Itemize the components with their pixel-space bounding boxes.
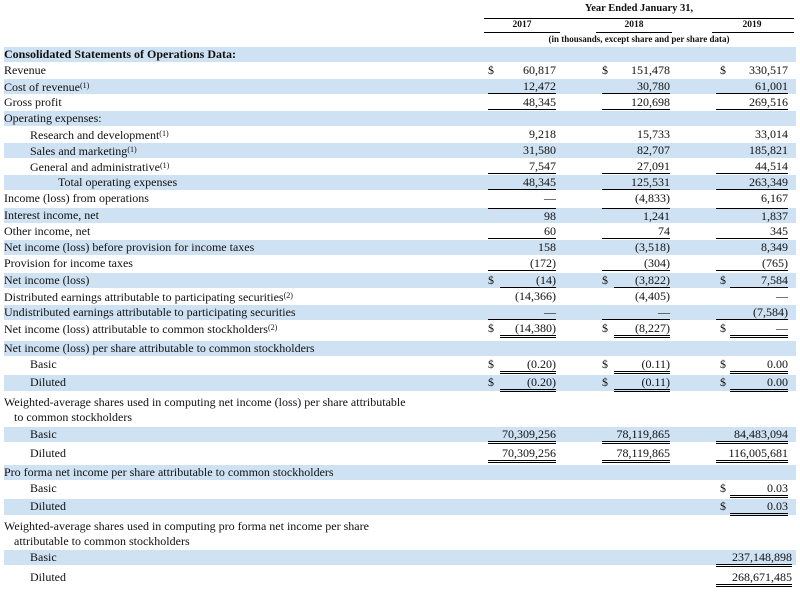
currency-symbol: $ xyxy=(488,273,494,287)
value-2019: 345 xyxy=(716,224,788,239)
table-row xyxy=(4,208,796,223)
value-2017: — xyxy=(544,191,556,205)
year-2017-header: 2017 xyxy=(512,20,532,30)
footnote-marker: (1) xyxy=(159,129,169,138)
table-row xyxy=(4,570,796,585)
table-row xyxy=(4,519,796,549)
year-2019-header: 2019 xyxy=(742,20,762,30)
row-label-continued: attributable to common stockholders xyxy=(14,534,190,548)
currency-symbol: $ xyxy=(602,63,608,77)
value-2018: 78,119,865 xyxy=(602,427,670,444)
value-2019: (7,584) xyxy=(716,305,788,320)
year-2018-header: 2018 xyxy=(624,20,644,30)
table-row xyxy=(4,305,796,320)
value-2019: 0.03 xyxy=(730,499,788,516)
footnote-marker: (2) xyxy=(267,323,278,332)
section-title: Consolidated Statements of Operations Data: xyxy=(4,47,236,61)
currency-symbol: $ xyxy=(488,375,494,389)
footnote-marker: (1) xyxy=(159,161,170,170)
currency-symbol: $ xyxy=(488,321,494,335)
row-label: Net income (loss) attributable to common stockholders$^{(2)}$ xyxy=(4,322,278,336)
table-row xyxy=(4,289,796,304)
value-2019: (765) xyxy=(716,256,788,271)
row-label: Net income (loss) per share attributable to common stockholders xyxy=(4,341,315,355)
value-2017: (14,366) xyxy=(515,289,556,303)
table-row xyxy=(4,321,796,338)
table-row xyxy=(4,256,796,271)
row-label: Research and development$^{(1)}$ xyxy=(30,128,169,142)
value-2018: (0.11) xyxy=(614,375,670,392)
value-2017: 12,472 xyxy=(488,79,556,94)
row-label: Basic xyxy=(30,357,57,371)
row-label: Basic xyxy=(30,427,57,441)
value-2018: (0.11) xyxy=(614,357,670,374)
value-2019: 116,005,681 xyxy=(716,446,788,463)
table-row xyxy=(4,499,796,515)
row-label: Diluted xyxy=(30,375,66,389)
value-2019: 0.00 xyxy=(730,375,788,392)
row-label: Revenue xyxy=(4,63,46,77)
table-row xyxy=(4,465,796,480)
table-row xyxy=(4,427,796,442)
table-row xyxy=(4,79,796,94)
currency-symbol: $ xyxy=(602,321,608,335)
currency-symbol: $ xyxy=(720,321,726,335)
value-2018: (4,405) xyxy=(635,289,670,303)
row-label: Undistributed earnings attributable to participating securities xyxy=(4,305,296,319)
value-2017: 7,547 xyxy=(488,159,556,174)
currency-symbol: $ xyxy=(602,273,608,287)
table-row xyxy=(4,375,796,391)
value-2018: (4,833) xyxy=(635,191,670,205)
value-2018: (3,518) xyxy=(635,240,670,254)
value-2018: 30,780 xyxy=(602,79,670,94)
value-2017: 48,345 xyxy=(488,95,556,110)
row-label: Weighted-average shares used in computing pro forma net income per share xyxy=(4,519,369,533)
value-2019: 61,001 xyxy=(716,79,788,94)
value-2018: (304) xyxy=(602,256,670,271)
row-label: General and administrative$^{(1)}$ xyxy=(30,160,170,174)
section-title-row xyxy=(4,47,796,62)
value-2017: 98 xyxy=(488,208,556,223)
table-row xyxy=(4,395,796,425)
year-2018-rule xyxy=(596,32,672,33)
header-rule xyxy=(484,18,794,19)
currency-symbol: $ xyxy=(720,375,726,389)
value-2018: 74 xyxy=(602,224,670,239)
value-2019: 269,516 xyxy=(716,95,788,110)
row-label: Diluted xyxy=(30,446,66,460)
value-2017: 9,218 xyxy=(529,127,556,141)
row-label: Gross profit xyxy=(4,95,62,109)
table-row xyxy=(4,550,796,565)
table-row xyxy=(4,95,796,110)
table-row xyxy=(4,159,796,174)
value-2017: (172) xyxy=(488,256,556,271)
value-2017: (14,380) xyxy=(500,321,556,338)
value-2018: 82,707 xyxy=(637,143,670,157)
year-2017-rule xyxy=(484,32,560,33)
currency-symbol: $ xyxy=(602,357,608,371)
value-2018: 27,091 xyxy=(602,159,670,174)
period-header: Year Ended January 31, xyxy=(584,3,694,14)
value-2018: 125,531 xyxy=(602,175,670,190)
value-2018: 1,241 xyxy=(602,208,670,223)
currency-symbol: $ xyxy=(720,273,726,287)
currency-symbol: $ xyxy=(720,357,726,371)
row-label: Basic xyxy=(30,550,57,564)
value-2019: — xyxy=(730,321,788,338)
currency-symbol: $ xyxy=(488,63,494,77)
row-label: Income (loss) from operations xyxy=(4,191,149,205)
value-2017: (0.20) xyxy=(500,357,556,374)
value-2019: 330,517 xyxy=(749,63,788,77)
footnote-marker: (2) xyxy=(283,291,293,300)
table-row xyxy=(4,240,796,255)
row-label: Diluted xyxy=(30,499,66,513)
value-2019: 237,148,898 xyxy=(716,550,792,567)
value-2017: 60 xyxy=(488,224,556,239)
table-row xyxy=(4,446,796,461)
value-2017: 31,580 xyxy=(523,143,556,157)
value-2017: 158 xyxy=(538,240,556,254)
value-2017: 70,309,256 xyxy=(488,446,556,463)
value-2018: 15,733 xyxy=(637,127,670,141)
row-label: Net income (loss) before provision for income taxes xyxy=(4,240,255,254)
year-2019-rule xyxy=(712,32,794,33)
value-2017: 70,309,256 xyxy=(488,427,556,444)
row-label: Sales and marketing$^{(1)}$ xyxy=(30,144,137,158)
table-row xyxy=(4,357,796,373)
value-2019: 44,514 xyxy=(716,159,788,174)
row-label: Cost of revenue$^{(1)}$ xyxy=(4,80,90,94)
currency-symbol: $ xyxy=(488,357,494,371)
value-2019: 7,584 xyxy=(730,273,788,288)
row-label: Diluted xyxy=(30,570,66,584)
table-row xyxy=(4,111,796,126)
row-label: Provision for income taxes xyxy=(4,256,133,270)
row-label: Interest income, net xyxy=(4,208,99,222)
value-2017: 48,345 xyxy=(488,175,556,190)
table-row xyxy=(4,481,796,497)
table-row xyxy=(4,143,796,158)
value-2017: (0.20) xyxy=(500,375,556,392)
value-2019: 0.03 xyxy=(730,481,788,498)
value-2019: 84,483,094 xyxy=(716,427,788,444)
value-2019: 268,671,485 xyxy=(716,570,792,587)
value-2019: 263,349 xyxy=(716,175,788,190)
value-2017: 60,817 xyxy=(523,63,556,77)
row-label: Operating expenses: xyxy=(4,111,102,125)
table-row xyxy=(4,224,796,239)
row-label: Weighted-average shares used in computing net income (loss) per share attributable xyxy=(4,395,406,409)
table-row xyxy=(4,127,796,142)
footnote-marker: (1) xyxy=(79,81,90,90)
currency-symbol: $ xyxy=(720,63,726,77)
footnote-marker: (1) xyxy=(127,145,137,154)
row-label: Total operating expenses xyxy=(58,175,178,189)
table-row xyxy=(4,191,796,206)
row-label: Distributed earnings attributable to participating securities$^{(2)}$ xyxy=(4,290,293,304)
value-2018: 120,698 xyxy=(602,95,670,110)
table-row xyxy=(4,273,796,288)
value-2019: 8,349 xyxy=(761,240,788,254)
value-2019: 6,167 xyxy=(761,191,788,205)
value-2018: (3,822) xyxy=(614,273,670,288)
value-2019: 0.00 xyxy=(730,357,788,374)
value-2017: (14) xyxy=(500,273,556,288)
row-label: Pro forma net income per share attributable to common stockholders xyxy=(4,465,334,479)
value-2019: — xyxy=(776,289,788,303)
table-row xyxy=(4,341,796,356)
currency-symbol: $ xyxy=(720,481,726,495)
row-label: Basic xyxy=(30,481,57,495)
table-row xyxy=(4,175,796,190)
value-2018: 78,119,865 xyxy=(602,446,670,463)
row-label: Net income (loss) xyxy=(4,273,90,287)
row-label: Other income, net xyxy=(4,224,91,238)
row-label-continued: to common stockholders xyxy=(14,410,132,424)
value-2019: 185,821 xyxy=(749,143,788,157)
value-2018: (8,227) xyxy=(614,321,670,338)
value-2019: 33,014 xyxy=(755,127,788,141)
value-2019: 1,837 xyxy=(716,208,788,223)
units-note: (in thousands, except share and per share data) xyxy=(548,34,730,44)
currency-symbol: $ xyxy=(720,499,726,513)
value-2017: — xyxy=(488,305,556,320)
currency-symbol: $ xyxy=(602,375,608,389)
table-row xyxy=(4,63,796,78)
value-2018: 151,478 xyxy=(631,63,670,77)
value-2018: — xyxy=(602,305,670,320)
